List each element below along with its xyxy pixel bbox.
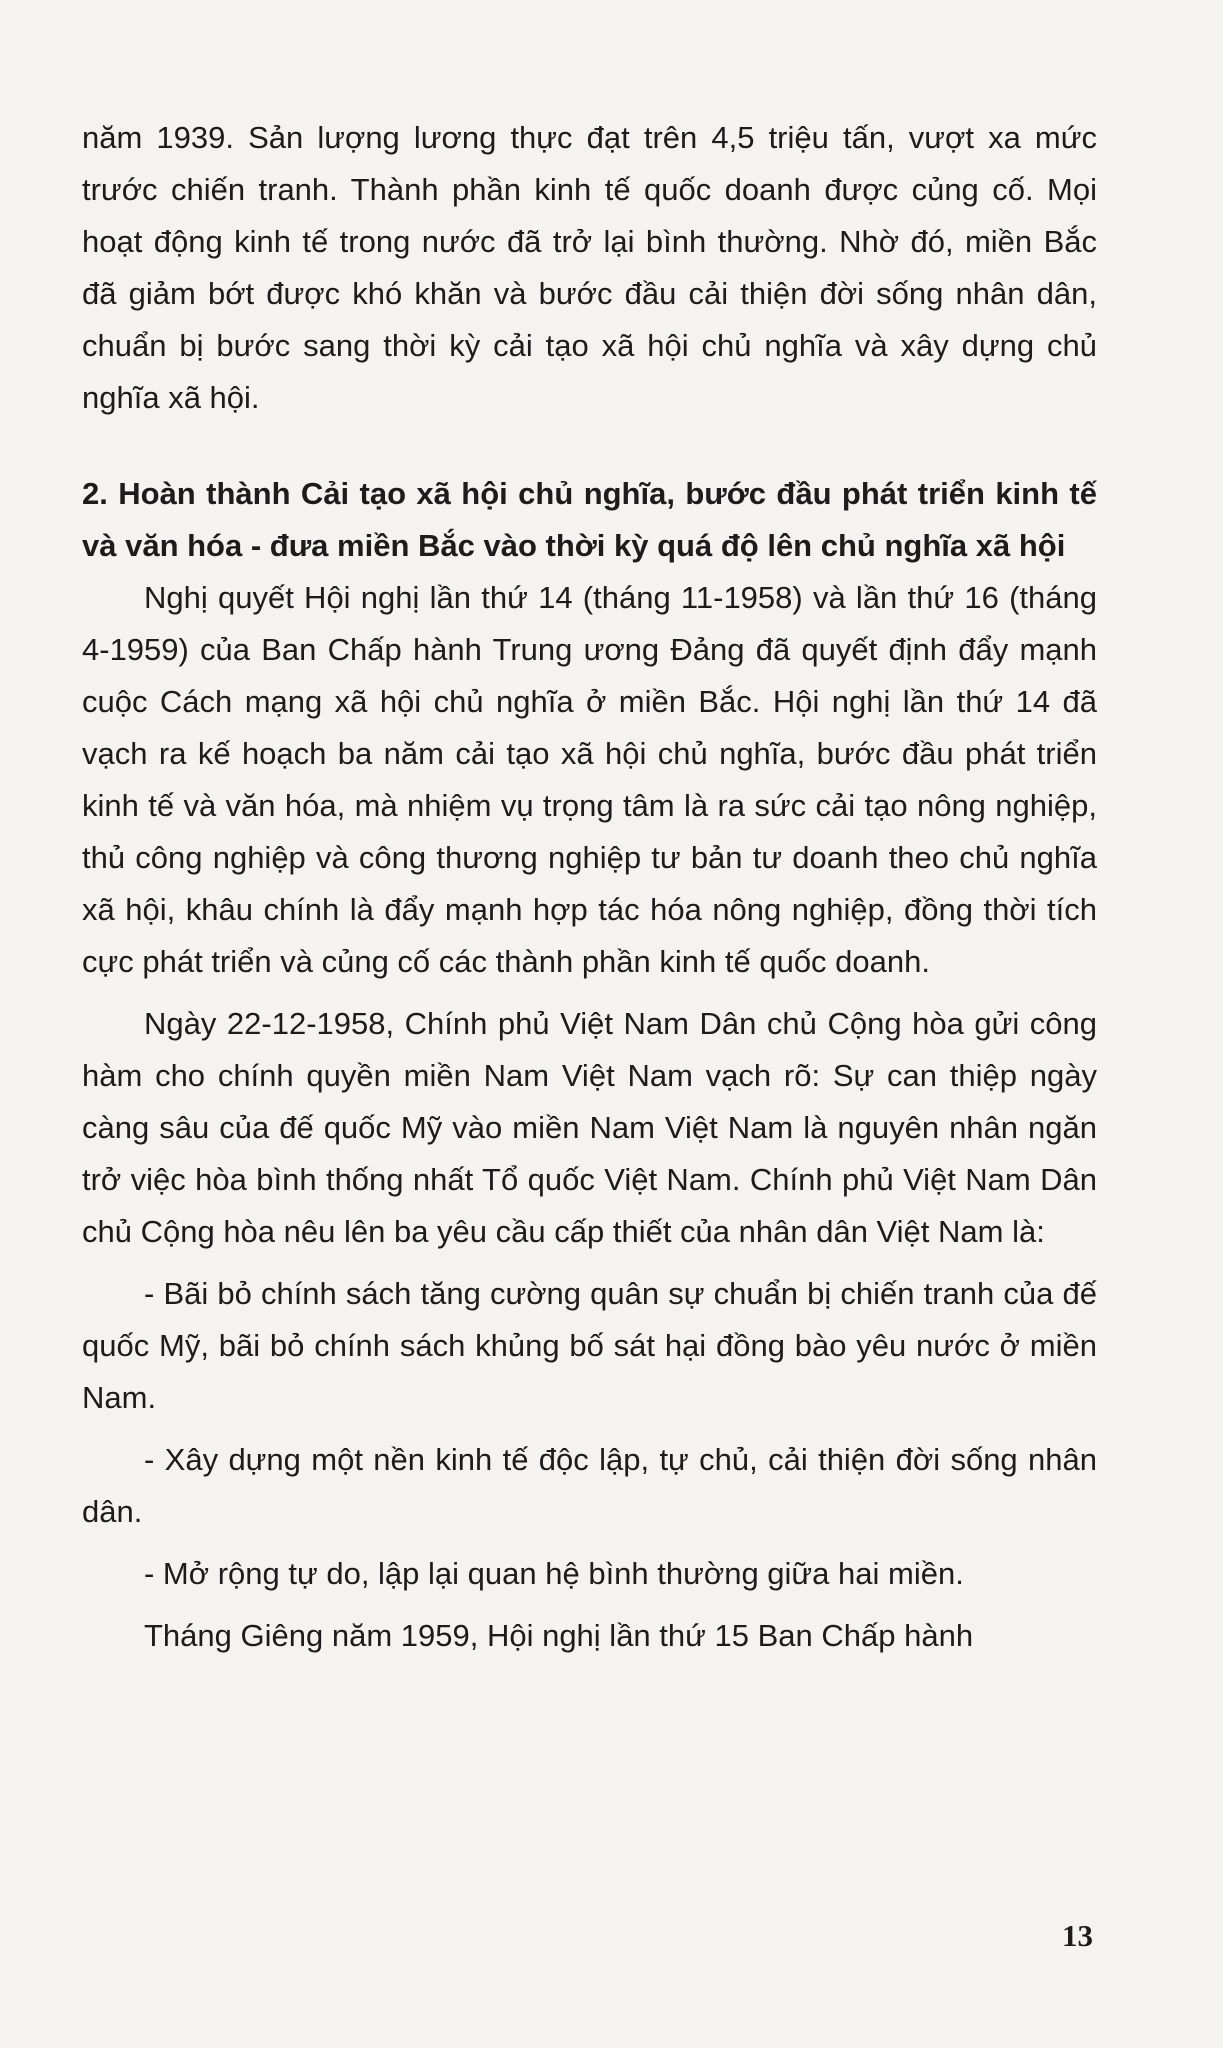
- paragraph-resolution: Nghị quyết Hội nghị lần thứ 14 (tháng 11-1958) và lần thứ 16 (tháng 4-1959) của Ban Chấp hành Trung ương Đảng đã quyết định đẩy mạnh cuộc Cách mạng xã hội chủ nghĩa ở miền Bắc. Hội nghị lần thứ 14 đã vạch ra kế hoạch ba năm cải tạo xã hội chủ nghĩa, bước đầu phát triển kinh tế và văn hóa, mà nhiệm vụ trọng tâm là ra sức cải tạo nông nghiệp, thủ công nghiệp và công thương nghiệp tư bản tư doanh theo chủ nghĩa xã hội, khâu chính là đẩy mạnh hợp tác hóa nông nghiệp, đồng thời tích cực phát triển và củng cố các thành phần kinh tế quốc doanh.: [82, 580, 1097, 979]
- demand-item-1: - Bãi bỏ chính sách tăng cường quân sự chuẩn bị chiến tranh của đế quốc Mỹ, bãi bỏ chính sách khủng bố sát hại đồng bào yêu nước ở miền Nam.: [82, 1276, 1097, 1415]
- demand-item-2: - Xây dựng một nền kinh tế độc lập, tự chủ, cải thiện đời sống nhân dân.: [82, 1442, 1097, 1529]
- page-number: 13: [1062, 1918, 1093, 1953]
- paragraph-diplomatic-note: Ngày 22-12-1958, Chính phủ Việt Nam Dân chủ Cộng hòa gửi công hàm cho chính quyền miền Nam Việt Nam vạch rõ: Sự can thiệp ngày càng sâu của đế quốc Mỹ vào miền Nam Việt Nam là nguyên nhân ngăn trở việc hòa bình thống nhất Tổ quốc Việt Nam. Chính phủ Việt Nam Dân chủ Cộng hòa nêu lên ba yêu cầu cấp thiết của nhân dân Việt Nam là:: [82, 1006, 1097, 1249]
- section-heading: 2. Hoàn thành Cải tạo xã hội chủ nghĩa, bước đầu phát triển kinh tế và văn hóa - đưa miền Bắc vào thời kỳ quá độ lên chủ nghĩa xã hội: [82, 476, 1097, 563]
- demand-item-3: - Mở rộng tự do, lập lại quan hệ bình thường giữa hai miền.: [144, 1556, 964, 1591]
- intro-paragraph: năm 1939. Sản lượng lương thực đạt trên 4,5 triệu tấn, vượt xa mức trước chiến tranh. Thành phần kinh tế quốc doanh được củng cố. Mọi hoạt động kinh tế trong nước đã trở lại bình thường. Nhờ đó, miền Bắc đã giảm bớt được khó khăn và bước đầu cải thiện đời sống nhân dân, chuẩn bị bước sang thời kỳ cải tạo xã hội chủ nghĩa và xây dựng chủ nghĩa xã hội.: [82, 120, 1097, 415]
- closing-paragraph: Tháng Giêng năm 1959, Hội nghị lần thứ 15 Ban Chấp hành: [144, 1618, 974, 1653]
